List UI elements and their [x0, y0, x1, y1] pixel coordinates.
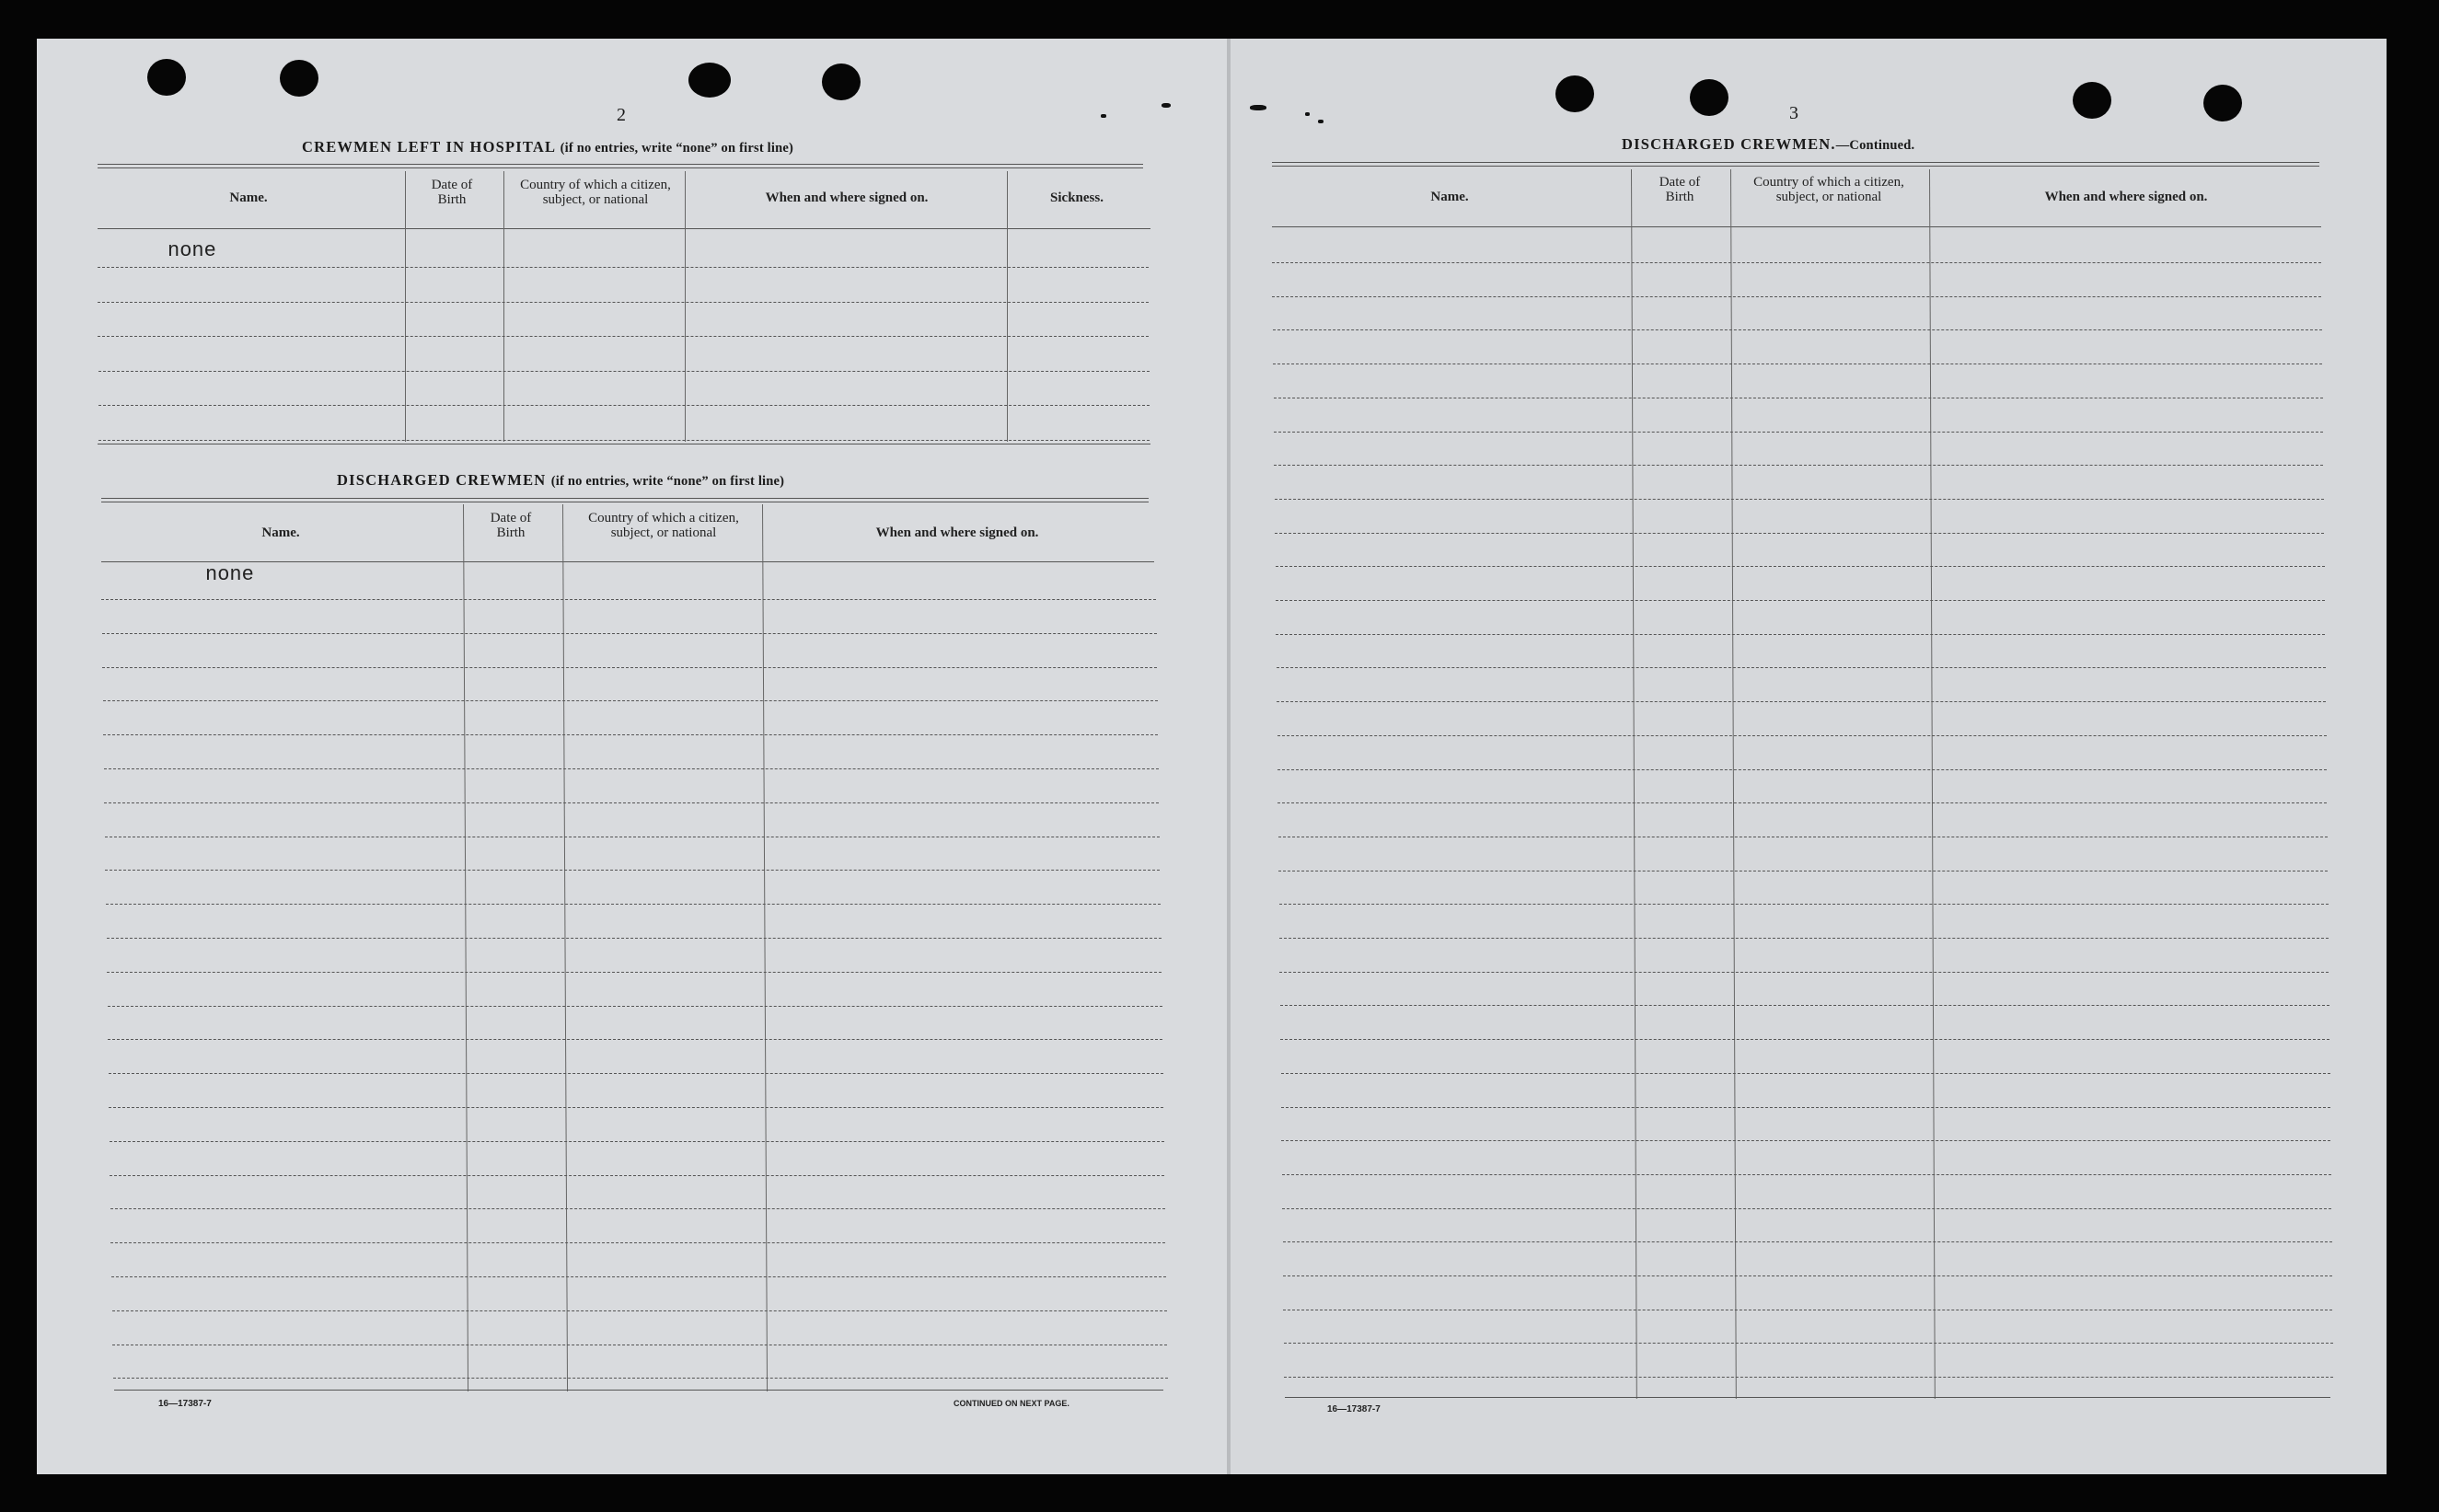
speck [1318, 120, 1324, 123]
hospital-top-rule [98, 164, 1143, 168]
ruled-line [1284, 1377, 2333, 1378]
discharged-header-rule [101, 561, 1154, 562]
speck [1305, 112, 1310, 116]
ruled-line [102, 633, 1157, 634]
hospital-section-title [302, 138, 793, 156]
ruled-line [106, 904, 1161, 905]
ruled-line [113, 1378, 1168, 1379]
punch-hole [688, 63, 731, 98]
ruled-line [1275, 499, 2324, 500]
discharged-col-dob: Date of Birth [490, 511, 532, 540]
ruled-line [98, 440, 1150, 441]
ruled-line [107, 972, 1162, 973]
ruled-line [98, 371, 1150, 372]
ruled-line [1273, 329, 2322, 330]
ruled-line [110, 1175, 1164, 1176]
right-col-country: Country of which a citizen, subject, or national [1753, 175, 1904, 204]
hospital-entry-none: none [168, 239, 216, 262]
ruled-line [1275, 533, 2324, 534]
speck [1101, 114, 1106, 118]
ruled-line [110, 1242, 1165, 1243]
hospital-col-country: Country of which a citizen, subject, or national [520, 178, 671, 207]
ruled-line [1281, 1140, 2330, 1141]
ruled-line [1274, 432, 2323, 433]
ruled-line [110, 1208, 1165, 1209]
discharged-bottom-rule [114, 1390, 1163, 1391]
hospital-col-dob: Date of Birth [431, 178, 473, 207]
ruled-line [111, 1276, 1166, 1277]
ruled-line [1281, 1107, 2330, 1108]
hospital-divider [685, 171, 686, 442]
discharged-col-name: Name. [261, 525, 300, 540]
ruled-line [1277, 667, 2326, 668]
discharged-title-note: (if no entries, write “none” on first line) [550, 474, 785, 489]
ruled-line [1282, 1174, 2331, 1175]
ruled-line [102, 667, 1157, 668]
hospital-divider [405, 171, 406, 442]
punch-hole [147, 59, 186, 96]
discharged-section-title [337, 471, 784, 490]
hospital-divider [1007, 171, 1008, 442]
speck [1162, 103, 1171, 108]
ruled-line [1279, 938, 2329, 939]
hospital-col-signed: When and where signed on. [765, 190, 929, 205]
page-number: 2 [617, 105, 626, 125]
ruled-line [108, 1039, 1162, 1040]
right-top-rule [1272, 162, 2319, 167]
ruled-line [104, 768, 1159, 769]
discharged-col-country: Country of which a citizen, subject, or national [588, 511, 739, 540]
right-bottom-rule [1285, 1397, 2330, 1398]
hospital-header-rule [98, 228, 1150, 229]
ruled-line [103, 734, 1158, 735]
hospital-title-note: (if no entries, write “none” on first line) [560, 141, 794, 156]
ruled-line [1272, 296, 2321, 297]
ruled-line [105, 870, 1160, 871]
ruled-line [1279, 972, 2329, 973]
ruled-line [108, 1006, 1162, 1007]
ruled-line [1276, 634, 2325, 635]
punch-hole [280, 60, 318, 97]
ruled-line [1280, 1005, 2329, 1006]
discharged-title-text: DISCHARGED CREWMEN [337, 471, 547, 489]
right-header-rule [1272, 226, 2321, 227]
ruled-line [110, 1141, 1164, 1142]
page-gutter [1227, 39, 1231, 1474]
hospital-col-sickness: Sickness. [1050, 190, 1104, 205]
ruled-line [109, 1107, 1163, 1108]
ruled-line [1283, 1275, 2332, 1276]
ruled-line [98, 336, 1149, 337]
ruled-line [1277, 802, 2327, 803]
right-col-name: Name. [1430, 190, 1469, 204]
ruled-line [1283, 1241, 2332, 1242]
page-number: 3 [1789, 103, 1798, 123]
ruled-line [1281, 1073, 2330, 1074]
ruled-line [1279, 904, 2329, 905]
discharged-col-signed: When and where signed on. [875, 525, 1039, 540]
hospital-title-text: CREWMEN LEFT IN HOSPITAL [302, 138, 556, 156]
ruled-line [1284, 1343, 2333, 1344]
right-section-title [1622, 135, 1914, 154]
punch-hole [2203, 85, 2242, 121]
discharged-top-rule [101, 498, 1149, 502]
ruled-line [1277, 769, 2327, 770]
ruled-line [1277, 701, 2326, 702]
ruled-line [98, 267, 1149, 268]
punch-hole [1555, 75, 1594, 112]
ruled-line [98, 302, 1149, 303]
left-footer-form-number: 16—17387-7 [158, 1399, 212, 1409]
right-page [1231, 39, 2387, 1474]
ruled-line [1277, 735, 2327, 736]
ruled-line [103, 700, 1158, 701]
hospital-divider [503, 171, 504, 442]
right-col-dob: Date of Birth [1659, 175, 1701, 204]
ruled-line [109, 1073, 1163, 1074]
ruled-line [107, 938, 1162, 939]
ruled-line [1274, 465, 2323, 466]
right-col-signed: When and where signed on. [2044, 190, 2208, 204]
ruled-line [1276, 566, 2325, 567]
right-title-text: DISCHARGED CREWMEN. [1622, 135, 1836, 153]
punch-hole [1690, 79, 1728, 116]
ruled-line [112, 1310, 1167, 1311]
ruled-line [104, 802, 1159, 803]
punch-hole [2073, 82, 2111, 119]
right-footer-form-number: 16—17387-7 [1327, 1404, 1381, 1414]
ruled-line [1276, 600, 2325, 601]
speck [1250, 105, 1266, 110]
ruled-line [1280, 1039, 2329, 1040]
ruled-line [98, 405, 1150, 406]
ruled-line [1272, 262, 2321, 263]
right-title-suffix: —Continued. [1835, 138, 1915, 153]
continued-notice: CONTINUED ON NEXT PAGE. [954, 1399, 1069, 1408]
ruled-line [101, 599, 1156, 600]
punch-hole [822, 63, 861, 100]
hospital-col-name: Name. [229, 190, 268, 205]
discharged-entry-none: none [205, 563, 254, 586]
ruled-line [1282, 1208, 2331, 1209]
